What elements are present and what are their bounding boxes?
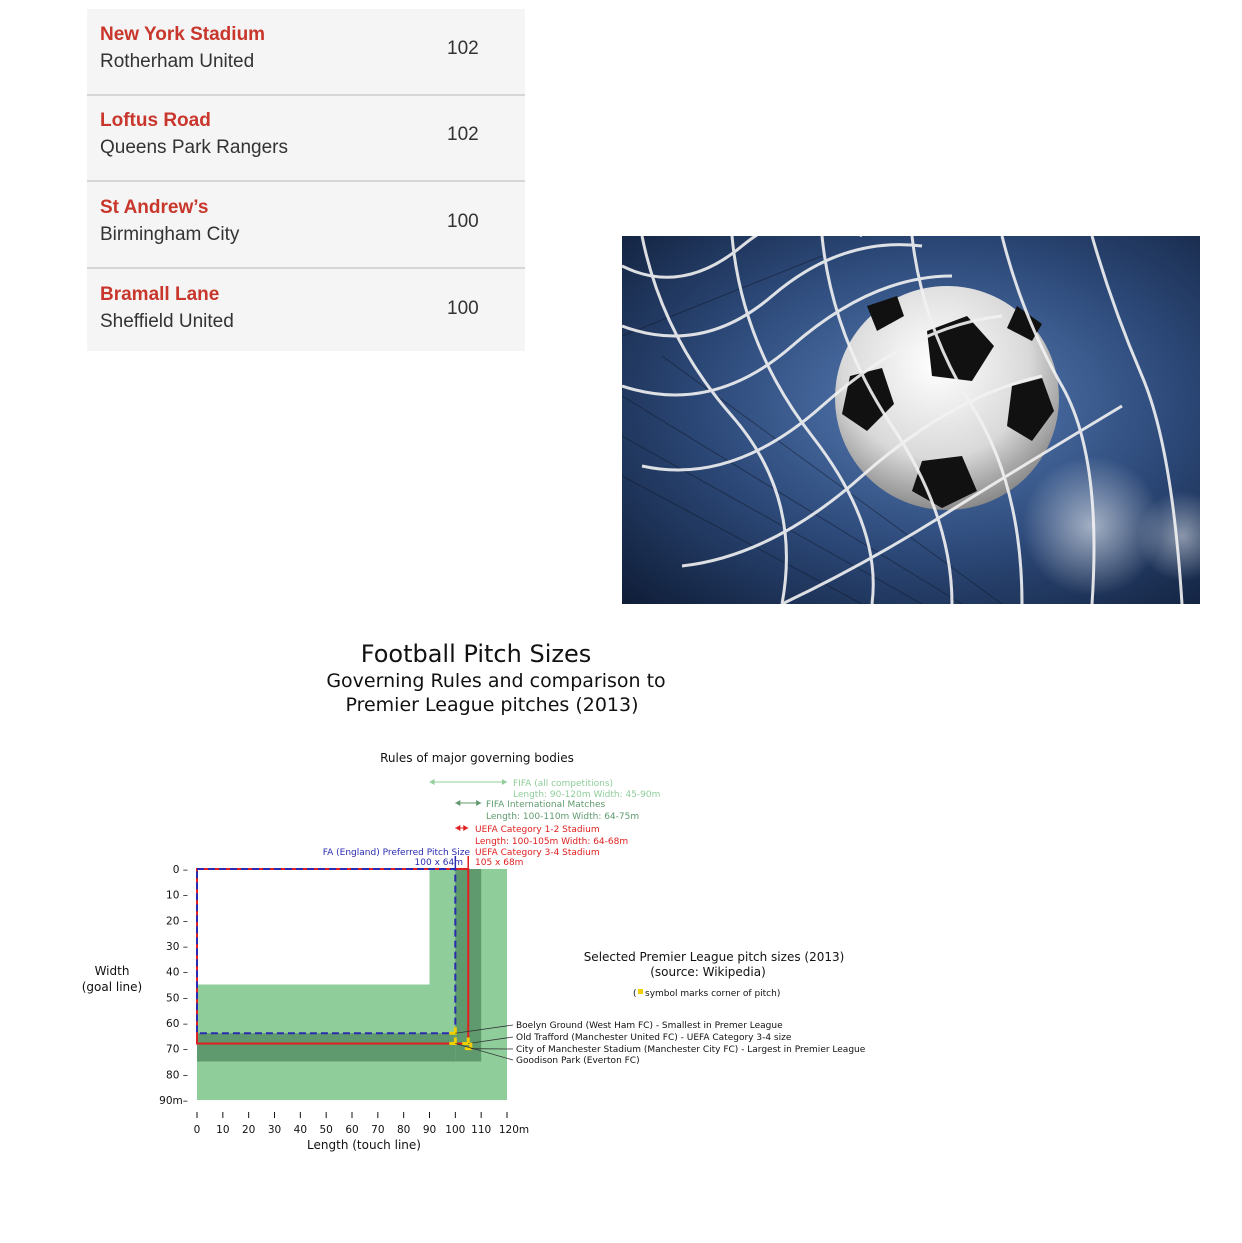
fa-preferred-label: FA (England) Preferred Pitch Size [322,848,470,858]
pitch-label: Boelyn Ground (West Ham FC) - Smallest in Premer League [516,1021,783,1031]
x-tick-label: 90 [422,1124,437,1136]
club-name: Rotherham United [100,51,255,72]
row-value: 102 [447,38,479,59]
x-tick-label: 100 [445,1124,466,1136]
stadium-name[interactable]: Loftus Road [100,110,211,131]
x-tick-label: 60 [345,1124,359,1136]
fifa-all-detail: Length: 90-120m Width: 45-90m [513,790,661,800]
y-tick-label: 70 – [166,1043,188,1056]
row-value: 100 [447,298,479,319]
chart-subtitle-line-1: Governing Rules and comparison to [326,670,666,692]
row-value: 102 [447,124,479,145]
x-tick-label: 120m [498,1124,530,1136]
premier-heading: Selected Premier League pitch sizes (2013) [583,950,845,964]
fa-preferred-detail: 100 x 64m [414,858,463,868]
uefa-cat12-detail: Length: 100-105m Width: 64-68m [475,837,629,847]
uefa-cat12-label: UEFA Category 1-2 Stadium [475,825,600,835]
y-tick-label: 0 – [172,864,188,876]
x-tick-label: 80 [396,1124,411,1136]
list-item[interactable] [87,95,525,182]
stadium-list [87,9,525,351]
pitch-label: City of Manchester Stadium (Manchester City FC) - Largest in Premier League [516,1045,866,1055]
y-tick-label: 20 – [166,915,188,928]
stadium-name[interactable]: St Andrew’s [100,197,209,218]
club-name: Birmingham City [100,224,240,245]
stadium-name[interactable]: New York Stadium [100,24,266,45]
pitch-size-chart [0,620,960,1180]
fifa-all-label: FIFA (all competitions) [513,779,614,789]
list-item[interactable] [87,269,525,356]
y-tick-label: 90m– [159,1095,188,1107]
x-tick-label: 30 [267,1124,282,1136]
list-item[interactable] [87,182,525,269]
list-item[interactable] [87,9,525,96]
y-tick-label: 60 – [166,1018,188,1030]
symbol-note: symbol marks corner of pitch) [645,989,781,999]
x-tick-label: 10 [216,1124,230,1136]
x-axis-label: Length (touch line) [307,1138,421,1152]
club-name: Queens Park Rangers [100,137,288,158]
corner-symbol-icon [638,989,643,994]
x-tick-label: 20 [241,1124,256,1136]
y-tick-label: 30 – [166,941,188,953]
club-name: Sheffield United [100,311,234,332]
fifa-intl-label: FIFA International Matches [486,800,606,810]
y-axis-label-line-2: (goal line) [81,980,143,994]
fifa-intl-detail: Length: 100-110m Width: 64-75m [486,812,640,822]
chart-title: Football Pitch Sizes [360,640,592,668]
premier-source: (source: Wikipedia) [650,965,766,979]
y-tick-label: 10 – [166,889,188,902]
y-tick-label: 80 – [166,1069,188,1082]
x-tick-label: 40 [293,1124,308,1136]
rules-heading: Rules of major governing bodies [380,751,574,765]
chart-subtitle-line-2: Premier League pitches (2013) [345,694,639,716]
fifa-intl-area-width [197,1033,455,1061]
pitch-label: Goodison Park (Everton FC) [516,1056,640,1066]
x-tick-label: 70 [371,1124,385,1136]
pitch-label: Old Trafford (Manchester United FC) - UEFA Category 3-4 size [516,1033,792,1043]
y-tick-label: 40 – [166,966,188,979]
uefa-cat34-label: UEFA Category 3-4 Stadium [475,848,600,858]
x-tick-label: 110 [471,1124,492,1136]
symbol-note-prefix: ( [633,989,637,999]
y-tick-label: 50 – [166,992,188,1005]
y-axis-label-line-1: Width [94,964,130,978]
x-tick-label: 0 [193,1124,201,1136]
row-value: 100 [447,211,479,232]
uefa-cat34-detail: 105 x 68m [475,858,524,868]
stadium-name[interactable]: Bramall Lane [100,284,220,305]
x-tick-label: 50 [319,1124,333,1136]
soccer-ball-in-net-photo [622,236,1200,604]
